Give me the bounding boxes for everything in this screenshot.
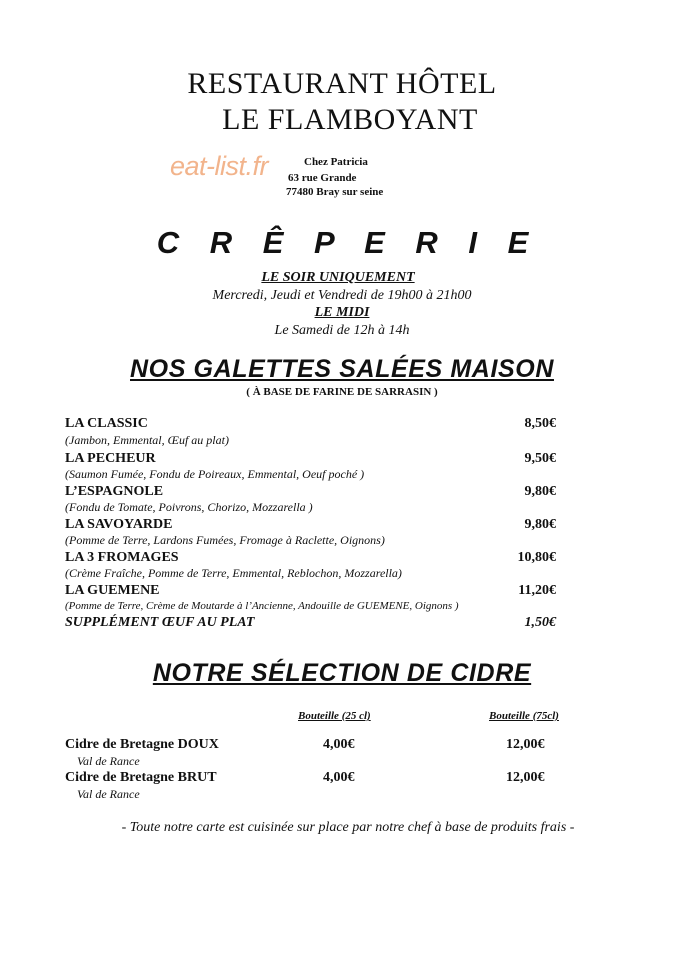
supplement-name: SUPPLÉMENT ŒUF AU PLAT [65,615,255,630]
noon-label [0,304,684,321]
galette-name: LA SAVOYARDE [65,517,173,532]
galette-description: (Crème Fraîche, Pomme de Terre, Emmental, Reblochon, Mozzarella) [65,566,402,580]
cidre-origin: Val de Rance [77,787,140,801]
evening-label-text: LE SOIR UNIQUEMENT [261,270,415,285]
cidre-price-25cl: 4,00€ [323,737,355,752]
galette-description: (Pomme de Terre, Lardons Fumées, Fromage à Raclette, Oignons) [65,533,385,547]
galette-name: LA PECHEUR [65,451,156,466]
galette-description: (Saumon Fumée, Fondu de Poireaux, Emmental, Oeuf poché ) [65,467,365,481]
watermark: eat-list.fr [170,151,269,181]
address-line2: 63 rue Grande [288,172,357,184]
galette-price: 10,80€ [517,550,556,565]
cidre-name: Cidre de Bretagne DOUX [65,737,219,752]
cidre-column-75cl: Bouteille (75cl) [489,710,559,722]
galette-name: LA CLASSIC [65,416,148,431]
cidre-origin: Val de Rance [77,754,140,768]
cidre-heading: NOTRE SÉLECTION DE CIDRE [152,659,532,687]
footer-note: - Toute notre carte est cuisinée sur place par notre chef à base de produits frais - [121,820,575,835]
galettes-heading: NOS GALETTES SALÉES MAISON [130,355,554,383]
cidre-price-75cl: 12,00€ [506,770,545,785]
cidre-price-25cl: 4,00€ [323,770,355,785]
cidre-column-25cl: Bouteille (25 cl) [298,710,371,722]
restaurant-title-line2: LE FLAMBOYANT [222,103,478,136]
noon-label-text: LE MIDI [314,305,370,320]
galette-name: L’ESPAGNOLE [65,484,164,499]
cidre-name: Cidre de Bretagne BRUT [65,770,217,785]
galette-price: 8,50€ [524,416,556,431]
address-line1: Chez Patricia [304,156,368,168]
galette-description: (Pomme de Terre, Crème de Moutarde à l’Ancienne, Andouille de GUEMENE, Oignons ) [65,600,459,612]
noon-hours: Le Samedi de 12h à 14h [274,323,410,338]
address-line3: 77480 Bray sur seine [286,186,384,198]
creperie-heading: C R Ê P E R I E [156,225,540,260]
galette-name: LA 3 FROMAGES [65,550,179,565]
evening-label [0,269,680,286]
evening-hours: Mercredi, Jeudi et Vendredi de 19h00 à 21h00 [212,288,472,303]
galette-price: 9,80€ [524,517,556,532]
galette-name: LA GUEMENE [65,583,160,598]
galette-price: 9,50€ [524,451,556,466]
galette-price: 9,80€ [524,484,556,499]
galette-description: (Fondu de Tomate, Poivrons, Chorizo, Mozzarella ) [65,500,313,514]
supplement-price: 1,50€ [524,615,556,630]
cidre-price-75cl: 12,00€ [506,737,545,752]
galette-price: 11,20€ [518,583,556,598]
galettes-subtitle: ( À BASE DE FARINE DE SARRASIN ) [246,386,438,398]
restaurant-title-line1: RESTAURANT HÔTEL [187,67,497,100]
galette-description: (Jambon, Emmental, Œuf au plat) [65,433,229,447]
